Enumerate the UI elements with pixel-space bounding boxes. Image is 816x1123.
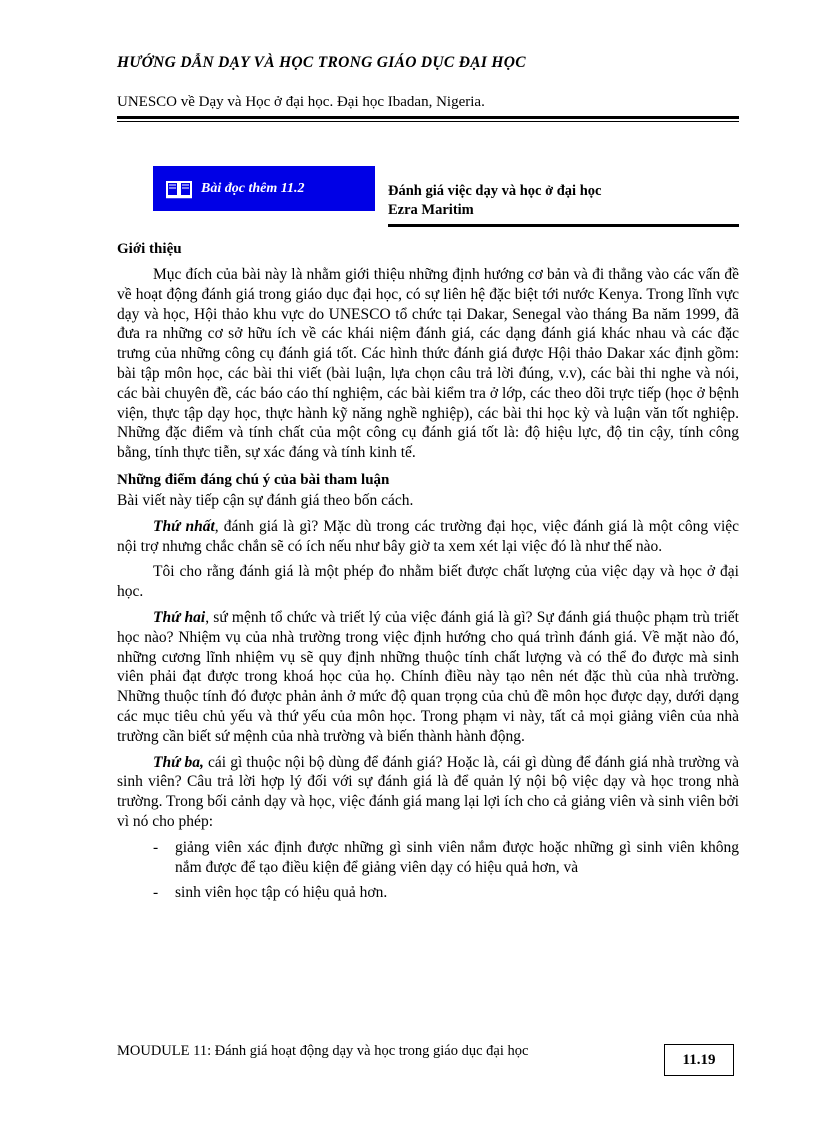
bullet-dash: - (153, 838, 159, 856)
reading-label: Bài đọc thêm 11.2 (201, 180, 305, 196)
second-point-lead: Thứ hai (153, 608, 206, 626)
article-heading (388, 182, 601, 220)
reading-label-box (153, 166, 375, 211)
bullet-dash: - (153, 884, 159, 902)
article-author: Ezra Maritim (388, 202, 474, 218)
first-point-text: , đánh giá là gì? Mặc dù trong các trường đại học, việc đánh giá là một công việc nội trợ nhưng chắc chắn sẽ có ích nếu như bây giờ ta xem xét lại việc đó là như thế nào. (117, 517, 740, 555)
first-point-paragraph (117, 517, 739, 557)
article-rule (388, 224, 739, 227)
list-item (117, 883, 739, 903)
running-header-subtitle: UNESCO về Dạy và Học ở đại học. Đại học Ibadan, Nigeria. (117, 94, 485, 110)
footer-text: MOUDULE 11: Đánh giá hoạt động dạy và học trong giáo dục đại học (117, 1043, 529, 1059)
first-point-lead: Thứ nhất (153, 517, 215, 535)
second-point-paragraph (117, 608, 739, 747)
points-intro: Bài viết này tiếp cận sự đánh giá theo bốn cách. (117, 491, 414, 509)
list-item (117, 838, 739, 878)
third-point-lead: Thứ ba, (153, 753, 204, 771)
benefit-list (117, 838, 739, 903)
page-number: 11.19 (664, 1044, 734, 1076)
intro-heading: Giới thiệu (117, 241, 182, 257)
third-point-text: cái gì thuộc nội bộ dùng để đánh giá? Hoặc là, cái gì dùng để đánh giá nhà trường và sinh viên? Câu trả lời hợp lý đối với sự đánh giá là để quản lý nội bộ việc dạy và học trong nhà trường. Trong bối cảnh dạy và học, việc đánh giá mang lại lợi ích cho cả giảng viên và sinh viên bởi vì nó cho phép: (117, 753, 740, 830)
list-item-text: sinh viên học tập có hiệu quả hơn. (175, 884, 388, 902)
article-body (117, 238, 739, 909)
first-point-followup: Tôi cho rằng đánh giá là một phép đo nhằm biết được chất lượng của việc dạy và học ở đại học. (117, 563, 739, 601)
list-item-text: giảng viên xác định được những gì sinh viên nắm được hoặc những gì sinh viên không nắm được để tạo điều kiện để giảng viên dạy có hiệu quả hơn, và (175, 838, 739, 876)
open-book-icon (165, 179, 193, 199)
second-point-text: , sứ mệnh tổ chức và triết lý của việc đánh giá là gì? Sự đánh giá thuộc phạm trù triết học nào? Nhiệm vụ của nhà trường trong việc định hướng cho quá trình đánh giá. Về mặt nào đó, những cương lĩnh nhiệm vụ sẽ quy định những thuộc tính chất lượng và có thể đo được mà sinh viên phải đạt được trong khoá học của họ. Chính điều này tạo nên nét đặc thù của nhà trường. Những thuộc tính đó được phản ảnh ở mức độ quan trọng của chủ đề môn học được dạy, dưới dạng các mục tiêu chủ yếu và thứ yếu của môn học. Trong phạm vi này, tất cả mọi giảng viên của nhà trường cần biết sứ mệnh của nhà trường và biến thành hành động. (117, 608, 739, 745)
header-rule-thick (117, 116, 739, 119)
running-header-title: HƯỚNG DẪN DẠY VÀ HỌC TRONG GIÁO DỤC ĐẠI HỌC (117, 54, 526, 71)
third-point-paragraph (117, 753, 739, 832)
header-rule-thin (117, 121, 739, 122)
intro-paragraph: Mục đích của bài này là nhằm giới thiệu những định hướng cơ bản và đi thẳng vào các vấn đề về hoạt động đánh giá trong giáo dục đại học, có sự liên hệ đặc biệt tới nước Kenya. Trong lĩnh vực dạy và học, Hội thảo khu vực do UNESCO tổ chức tại Dakar, Senegal vào tháng Ba năm 1999, đã đưa ra những cơ sở hữu ích về các khái niệm đánh giá, các dạng đánh giá khác nhau và các đặc trưng của những công cụ đánh giá tốt. Các hình thức đánh giá được Hội thảo Dakar xác định gồm: bài tập môn học, các bài thi viết (bài luận, lựa chọn câu trả lời đúng, v.v), các bài thi nghe và nói, các bài chuyên đề, các báo cáo thí nghiệm, các bài kiểm tra ở lớp, các theo dõi trực tiếp (học ở bệnh viện, thực tập dạy học, thực hành kỹ năng nghề nghiệp), các bài thi học kỳ và luận văn tốt nghiệp. Những đặc điểm và tính chất của một công cụ đánh giá tốt là: độ hiệu lực, độ tin cậy, tính công bằng, tính thực tiễn, sự xác đáng và tính kinh tế. (117, 266, 739, 462)
article-title: Đánh giá việc dạy và học ở đại học (388, 183, 602, 199)
points-heading: Những điểm đáng chú ý của bài tham luận (117, 471, 390, 488)
